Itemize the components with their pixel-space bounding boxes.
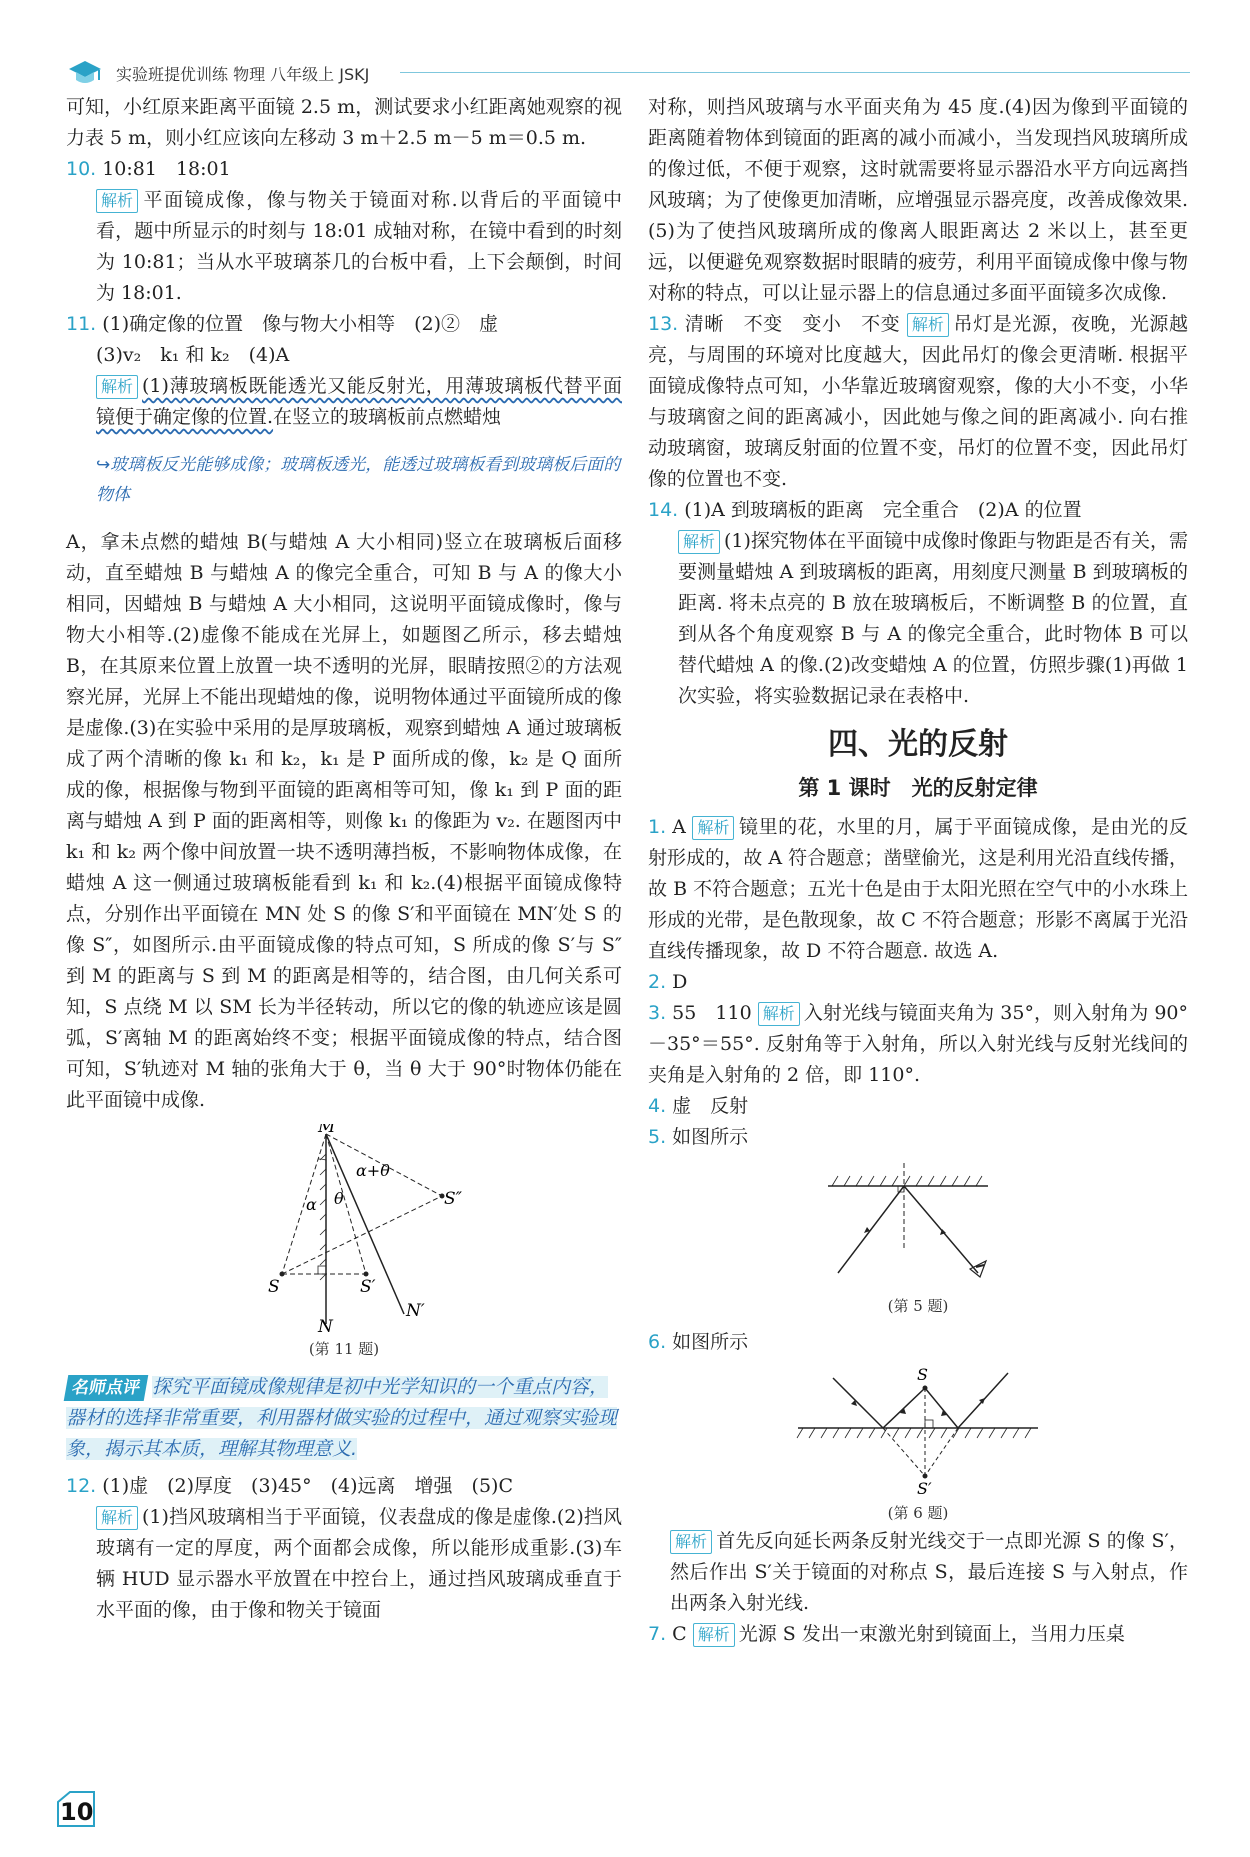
answer: (1)A 到玻璃板的距离 完全重合 (2)A 的位置: [684, 499, 1082, 521]
analysis-tag: 解析: [692, 816, 734, 840]
question-number: 14.: [648, 499, 679, 521]
underlined-text: (1)薄玻璃板既能透光又能反射光，用薄玻璃板代替平面镜便于确定像的位置.: [96, 375, 622, 428]
analysis-tag: 解析: [907, 313, 949, 337]
label-S-prime: S′: [917, 1479, 932, 1498]
question-6: [648, 1327, 1188, 1358]
label-M: M: [318, 1124, 336, 1137]
handwritten-note: ↪玻璃板反光能够成像；玻璃板透光，能透过玻璃板看到玻璃板后面的物体: [96, 455, 621, 505]
analysis-text: 光源 S 发出一束激光射到镜面上，当用力压桌: [738, 1623, 1125, 1645]
analysis-12: [66, 1502, 622, 1626]
figure-11: [214, 1124, 474, 1334]
analysis-text: 平面镜成像，像与物关于镜面对称.以背后的平面镜中看，题中所显示的时刻与 18:01 成轴对称，在镜中看到的时刻为 10:81；当从水平玻璃茶几的台板中看，上下会颠倒，时间为 18:01.: [96, 189, 622, 304]
analysis-tag: 解析: [693, 1623, 735, 1647]
analysis-tag: 解析: [758, 1002, 800, 1026]
teacher-comment: [66, 1372, 622, 1465]
analysis-text: (1)探究物体在平面镜中成像时像距与物距是否有关，需要测量蜡烛 A 到玻璃板的距离，用刻度尺测量 B 到玻璃板的距离. 将未点亮的 B 放在玻璃板后，不断调整 B 的位置，直到从各个角度观察 B 与 A 的像完全重合，此时物体 B 可以替代蜡烛 A 的像.(2)改变蜡烛 A 的位置，仿照步骤(1)再做 1 次实验，将实验数据记录在表格中.: [678, 530, 1188, 707]
question-11: [66, 309, 622, 340]
figure-6-caption: (第 6 题): [887, 1504, 949, 1522]
question-number: 5.: [648, 1126, 667, 1148]
answer: 55 110: [672, 1002, 752, 1024]
question-number: 1.: [648, 816, 667, 838]
section-title: 四、光的反射: [828, 727, 1008, 762]
answer: 如图所示: [672, 1331, 749, 1353]
question-number: 10.: [66, 158, 97, 180]
figure-6-diagram: [793, 1358, 1043, 1498]
analysis-tag: 解析: [670, 1530, 712, 1554]
answer: 10:81 18:01: [102, 158, 231, 180]
question-number: 6.: [648, 1331, 667, 1353]
label-N: N: [318, 1317, 333, 1334]
label-alpha: α: [306, 1195, 317, 1214]
analysis-tag: 解析: [678, 530, 720, 554]
question-5: [648, 1122, 1188, 1153]
question-number: 3.: [648, 1002, 667, 1024]
question-1: [648, 812, 1188, 967]
figure-11-diagram: [214, 1124, 474, 1334]
intro-text: 可知，小红原来距离平面镜 2.5 m，测试要求小红距离她观察的视力表 5 m，则小红应该向左移动 3 m＋2.5 m－5 m＝0.5 m.: [66, 96, 622, 149]
label-N-prime: N′: [406, 1301, 425, 1321]
analysis-text: 入射光线与镜面夹角为 35°，则入射角为 90°－35°＝55°. 反射角等于入射角，所以入射光线与反射光线间的夹角是入射角的 2 倍，即 110°.: [648, 1002, 1189, 1086]
question-number: 12.: [66, 1475, 97, 1497]
question-number: 11.: [66, 313, 97, 335]
analysis-text: 首先反向延长两条反射光线交于一点即光源 S 的像 S′，然后作出 S′关于镜面的对称点 S，最后连接 S 与入射点，作出两条入射光线.: [670, 1530, 1188, 1614]
figure-6: [793, 1358, 1043, 1498]
analysis-12-continued: 对称，则挡风玻璃与水平面夹角为 45 度.(4)因为像到平面镜的距离随着物体到镜面的距离的减小而减小，当发现挡风玻璃所成的像过低，不便于观察，这时就需要将显示器沿水平方向远离挡风玻璃；为了使像更加清晰，应增强显示器亮度，改善成像效果.(5)为了使挡风玻璃所成的像离人眼距离达 2 米以上，甚至更远，以便避免观察数据时眼睛的疲劳，利用平面镜成像中像与物对称的特点，可以让显示器上的信息通过多面平面镜多次成像.: [648, 96, 1188, 304]
answer: A: [672, 816, 686, 838]
question-number: 13.: [648, 313, 679, 335]
answer: (1)确定像的位置 像与物大小相等 (2)② 虚: [102, 313, 499, 335]
figure-5-diagram: [818, 1161, 1018, 1291]
eye-icon: [970, 1261, 986, 1277]
answer: 虚 反射: [672, 1095, 749, 1117]
analysis-6: [648, 1526, 1188, 1619]
analysis-text: 在竖立的玻璃板前点燃蜡烛: [273, 406, 502, 428]
question-number: 4.: [648, 1095, 667, 1117]
question-number: 7.: [648, 1623, 667, 1645]
label-S: S: [268, 1277, 280, 1297]
comment-text: 探究平面镜成像规律是初中光学知识的一个重点内容，器材的选择非常重要，利用器材做实验的过程中，通过观察实验现象，揭示其本质，理解其物理意义.: [66, 1376, 618, 1460]
label-S-prime: S′: [360, 1277, 376, 1297]
lesson-title: 第 1 课时 光的反射定律: [798, 776, 1038, 800]
left-column: [66, 92, 622, 1626]
answer-11-line2: (3)v₂ k₁ 和 k₂ (4)A: [96, 344, 290, 366]
question-14: [648, 495, 1188, 526]
analysis-text: 吊灯是光源，夜晚，光源越亮，与周围的环境对比度越大，因此吊灯的像会更清晰. 根据平面镜成像特点可知，小华靠近玻璃窗观察，像的大小不变，小华与玻璃窗之间的距离减小，因此她与像之间的距离减小. 向右推动玻璃窗，玻璃反射面的位置不变，吊灯的位置不变，因此吊灯像的位置也不变.: [648, 313, 1188, 490]
analysis-14: [648, 526, 1188, 712]
page-number-text: 10: [60, 1798, 94, 1826]
page-number: [56, 1790, 96, 1828]
analysis-text: (1)挡风玻璃相当于平面镜，仪表盘成的像是虚像.(2)挡风玻璃有一定的厚度，两个面都会成像，所以能形成重影.(3)车辆 HUD 显示器水平放置在中控台上，通过挡风玻璃成垂直于水平面的像，由于像和物关于镜面: [96, 1506, 622, 1621]
page-header: [60, 54, 1190, 94]
header-rule: [400, 72, 1190, 73]
handwritten-text: 玻璃板反光能够成像；玻璃板透光，能透过玻璃板看到玻璃板后面的物体: [96, 455, 621, 505]
question-12: [66, 1471, 622, 1502]
question-4: [648, 1091, 1188, 1122]
label-theta: θ: [334, 1189, 344, 1208]
analysis-10: [66, 185, 622, 309]
question-3: [648, 998, 1188, 1091]
question-7: [648, 1619, 1188, 1650]
label-S: S: [917, 1365, 928, 1384]
figure-11-caption: (第 11 题): [308, 1340, 380, 1358]
question-number: 2.: [648, 971, 667, 993]
answer: 清晰 不变 变小 不变: [684, 313, 901, 335]
question-13: [648, 309, 1188, 495]
book-title: 实验班提优训练 物理 八年级上 JSKJ: [116, 65, 370, 84]
figure-5-caption: (第 5 题): [887, 1297, 949, 1315]
question-2: [648, 967, 1188, 998]
comment-tag: 名师点评: [64, 1375, 149, 1401]
analysis-11-rest: A，拿未点燃的蜡烛 B(与蜡烛 A 大小相同)竖立在玻璃板后面移动，直至蜡烛 B 与蜡烛 A 的像完全重合，可知 B 与 A 的像大小相同，因蜡烛 B 与蜡烛 A 大小相同，这说明平面镜成像时，像与物大小相等.(2)虚像不能成在光屏上，如题图乙所示，移去蜡烛 B，在其原来位置上放置一块不透明的光屏，眼睛按照②的方法观察光屏，光屏上不能出现蜡烛的像，说明物体通过平面镜所成的像是虚像.(3)在实验中采用的是厚玻璃板，观察到蜡烛 A 通过玻璃板成了两个清晰的像 k₁ 和 k₂，k₁ 是 P 面所成的像，k₂ 是 Q 面所成的像，根据像与物到平面镜的距离相等可知，像 k₁ 到 P 面的距离与蜡烛 A 到 P 面的距离相等，则像 k₁ 的像距为 v₂. 在题图丙中 k₁ 和 k₂ 两个像中间放置一块不透明薄挡板，不影响物体成像，在蜡烛 A 这一侧通过玻璃板能看到 k₁ 和 k₂.(4)根据平面镜成像特点，分别作出平面镜在 MN 处 S 的像 S′和平面镜在 MN′处 S 的像 S″，如图所示.由平面镜成像的特点可知，S 所成的像 S′与 S″到 M 的距离与 S 到 M 的距离是相等的，结合图，由几何关系可知，S 点绕 M 以 SM 长为半径转动，所以它的像的轨迹应该是圆弧，S′离轴 M 的距离始终不变；根据平面镜成像的特点，结合图可知，S′轨迹对 M 轴的张角大于 θ，当 θ 大于 90°时物体仍能在此平面镜中成像.: [66, 531, 622, 1111]
figure-5: [818, 1161, 1018, 1291]
analysis-tag: 解析: [96, 375, 138, 399]
label-alpha-plus-theta: α+θ: [356, 1161, 390, 1180]
label-S-double-prime: S″: [444, 1189, 462, 1209]
answer: (1)虚 (2)厚度 (3)45° (4)远离 增强 (5)C: [102, 1475, 514, 1497]
analysis-text: 镜里的花，水里的月，属于平面镜成像，是由光的反射形成的，故 A 符合题意；凿壁偷光，这是利用光沿直线传播，故 B 不符合题意；五光十色是由于太阳光照在空气中的小水珠上形成的光带，是色散现象，故 C 不符合题意；形影不离属于光沿直线传播现象，故 D 不符合题意. 故选 A.: [648, 816, 1188, 962]
graduation-cap-icon: [68, 58, 102, 88]
analysis-11: [66, 371, 622, 433]
analysis-tag: 解析: [96, 1506, 138, 1530]
question-10: [66, 154, 622, 185]
answer: D: [672, 971, 688, 993]
answer: C: [672, 1623, 687, 1645]
analysis-tag: 解析: [96, 189, 138, 213]
right-column: [648, 92, 1188, 1650]
answer: 如图所示: [672, 1126, 749, 1148]
